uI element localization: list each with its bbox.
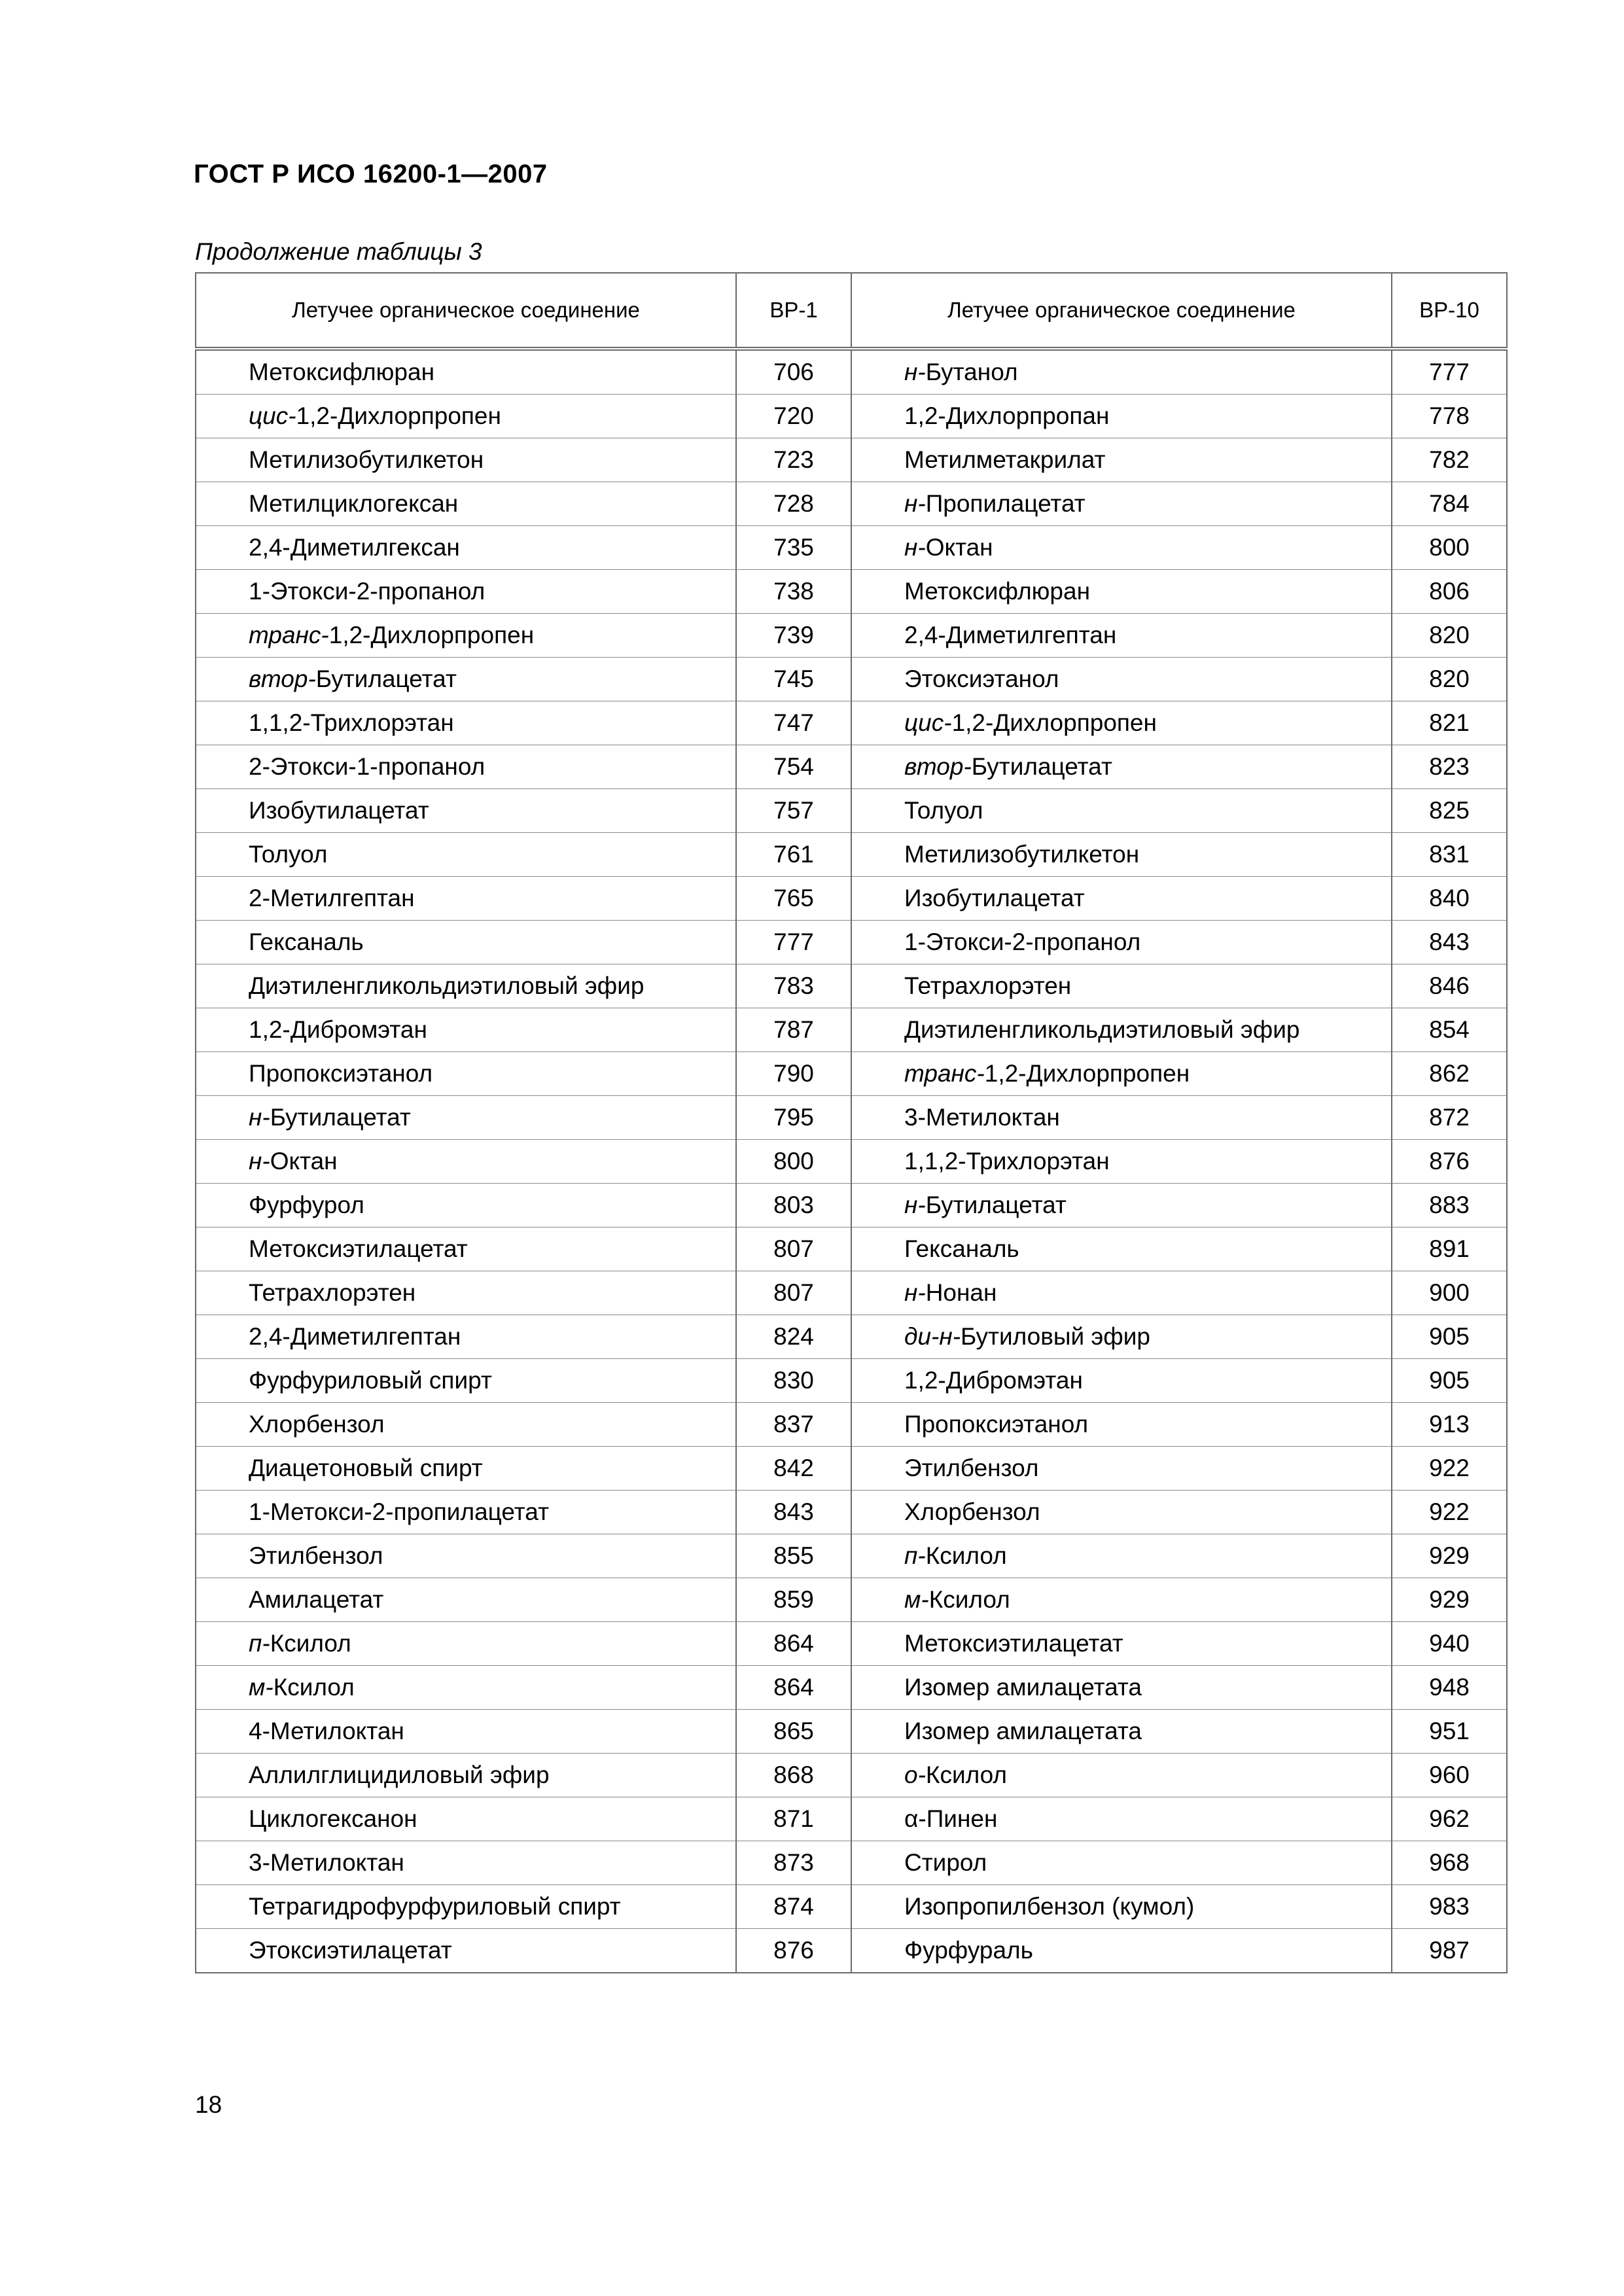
compound-label: 3-Метилоктан (249, 1849, 404, 1876)
compound-name-right (851, 1052, 1392, 1096)
compound-prefix: м- (904, 1586, 929, 1613)
compound-label: 1,2-Дибромэтан (904, 1367, 1083, 1394)
bp10-value: 862 (1392, 1052, 1507, 1096)
table-row (196, 614, 1507, 658)
bp10-value: 782 (1392, 438, 1507, 482)
compound-name-right (851, 1140, 1392, 1184)
compound-name-right (851, 1929, 1392, 1973)
compound-name-right (851, 789, 1392, 833)
table-row (196, 349, 1507, 395)
bp1-value: 720 (736, 395, 851, 438)
bp1-value: 855 (736, 1534, 851, 1578)
bp10-value: 913 (1392, 1403, 1507, 1447)
compound-label: Гексаналь (249, 928, 364, 955)
compound-name-right (851, 1227, 1392, 1271)
compound-label: 1,1,2-Трихлорэтан (249, 709, 454, 736)
compound-name-right (851, 1534, 1392, 1578)
compound-label: Хлорбензол (904, 1498, 1040, 1525)
compound-name-right (851, 438, 1392, 482)
compound-name-right (851, 877, 1392, 921)
compound-name-left (196, 1052, 736, 1096)
bp10-value: 922 (1392, 1447, 1507, 1491)
compound-label: 1,2-Дибромэтан (249, 1016, 427, 1043)
bp1-value: 824 (736, 1315, 851, 1359)
compound-name-left (196, 526, 736, 570)
compound-label: Метилциклогексан (249, 490, 459, 517)
compound-prefix: н- (249, 1148, 270, 1174)
bp10-value: 960 (1392, 1754, 1507, 1797)
bp1-value: 800 (736, 1140, 851, 1184)
compound-name-right (851, 1403, 1392, 1447)
bp1-value: 807 (736, 1227, 851, 1271)
bp10-value: 784 (1392, 482, 1507, 526)
table-row (196, 658, 1507, 701)
table-row (196, 1578, 1507, 1622)
table-row (196, 482, 1507, 526)
compound-name-right (851, 1359, 1392, 1403)
table-row (196, 1359, 1507, 1403)
compound-name-left (196, 1622, 736, 1666)
bp1-value: 723 (736, 438, 851, 482)
compound-label: Диацетоновый спирт (249, 1455, 483, 1481)
compound-label: 1,2-Дихлорпропан (904, 402, 1110, 429)
bp10-value: 905 (1392, 1315, 1507, 1359)
compound-label: α-Пинен (904, 1805, 998, 1832)
bp1-value: 873 (736, 1841, 851, 1885)
bp1-value: 868 (736, 1754, 851, 1797)
compound-name-right (851, 1184, 1392, 1227)
compound-label: Стирол (904, 1849, 987, 1876)
compound-label: Хлорбензол (249, 1411, 385, 1438)
table-row (196, 964, 1507, 1008)
compound-name-left (196, 1008, 736, 1052)
compound-label: Изомер амилацетата (904, 1718, 1142, 1744)
table-row (196, 877, 1507, 921)
compound-name-left (196, 1578, 736, 1622)
bp1-value: 803 (736, 1184, 851, 1227)
table-row (196, 395, 1507, 438)
table-row (196, 1534, 1507, 1578)
compound-prefix: о- (904, 1761, 926, 1788)
bp10-value: 840 (1392, 877, 1507, 921)
compound-name-right (851, 1622, 1392, 1666)
compound-name-left (196, 570, 736, 614)
compound-name-right (851, 833, 1392, 877)
table-row (196, 570, 1507, 614)
compound-name-left (196, 1797, 736, 1841)
compound-label: Тетрахлорэтен (904, 972, 1072, 999)
bp1-value: 783 (736, 964, 851, 1008)
document-title: ГОСТ Р ИСО 16200-1—2007 (194, 160, 548, 188)
compound-name-left (196, 1710, 736, 1754)
compound-label: Диэтиленгликольдиэтиловый эфир (249, 972, 644, 999)
bp1-value: 830 (736, 1359, 851, 1403)
compound-name-left (196, 1885, 736, 1929)
compound-prefix: ди-н- (904, 1323, 961, 1350)
table-row (196, 701, 1507, 745)
bp10-value: 846 (1392, 964, 1507, 1008)
bp1-value: 747 (736, 701, 851, 745)
compound-label: Нонан (925, 1279, 997, 1306)
compound-name-left (196, 964, 736, 1008)
compound-label: Бутиловый эфир (961, 1323, 1150, 1350)
compound-label: Изобутилацетат (904, 885, 1085, 911)
bp1-value: 871 (736, 1797, 851, 1841)
column-header-compound-left: Летучее органическое соединение (196, 273, 736, 349)
compound-name-right (851, 701, 1392, 745)
compound-label: 2-Этокси-1-пропанол (249, 753, 485, 780)
bp1-value: 765 (736, 877, 851, 921)
compound-prefix: цис- (249, 402, 296, 429)
compound-label: Циклогексанон (249, 1805, 417, 1832)
bp10-value: 825 (1392, 789, 1507, 833)
compound-label: Ксилол (273, 1674, 355, 1701)
compound-name-right (851, 1315, 1392, 1359)
bp10-value: 922 (1392, 1491, 1507, 1534)
compound-name-right (851, 526, 1392, 570)
table-row (196, 1885, 1507, 1929)
compound-label: Изобутилацетат (249, 797, 429, 824)
bp1-value: 757 (736, 789, 851, 833)
compound-label: Метоксифлюран (249, 359, 435, 385)
compound-name-left (196, 395, 736, 438)
table-row (196, 1710, 1507, 1754)
compound-name-right (851, 395, 1392, 438)
compound-label: 1,1,2-Трихлорэтан (904, 1148, 1110, 1174)
bp10-value: 929 (1392, 1534, 1507, 1578)
table-row (196, 833, 1507, 877)
compound-name-left (196, 1359, 736, 1403)
bp1-value: 728 (736, 482, 851, 526)
bp1-value: 843 (736, 1491, 851, 1534)
compound-prefix: н- (904, 490, 926, 517)
bp10-value: 820 (1392, 658, 1507, 701)
bp10-value: 905 (1392, 1359, 1507, 1403)
compound-name-right (851, 1841, 1392, 1885)
table-row (196, 438, 1507, 482)
table-row (196, 1622, 1507, 1666)
compound-label: Метилметакрилат (904, 446, 1106, 473)
compound-name-left (196, 1534, 736, 1578)
compound-name-left (196, 1096, 736, 1140)
bp1-value: 745 (736, 658, 851, 701)
table-row (196, 1666, 1507, 1710)
compound-prefix: н- (904, 1192, 926, 1218)
bp10-value: 987 (1392, 1929, 1507, 1973)
table-row (196, 1227, 1507, 1271)
table-row (196, 1929, 1507, 1973)
compound-name-right (851, 1271, 1392, 1315)
bp10-value: 778 (1392, 395, 1507, 438)
compound-name-left (196, 1140, 736, 1184)
compound-label: Бутилацетат (270, 1104, 411, 1131)
compound-label: 1,2-Дихлорпропен (296, 402, 501, 429)
table-row (196, 1841, 1507, 1885)
compound-name-right (851, 1008, 1392, 1052)
bp1-value: 738 (736, 570, 851, 614)
compound-label: Ксилол (925, 1542, 1007, 1569)
compound-name-left (196, 745, 736, 789)
table-row (196, 1184, 1507, 1227)
compound-label: 1-Этокси-2-пропанол (249, 578, 485, 605)
compound-name-left (196, 1929, 736, 1973)
bp1-value: 807 (736, 1271, 851, 1315)
bp10-value: 820 (1392, 614, 1507, 658)
compound-name-right (851, 570, 1392, 614)
compound-name-right (851, 658, 1392, 701)
compound-label: Толуол (249, 841, 328, 868)
bp10-value: 951 (1392, 1710, 1507, 1754)
compound-label: 4-Метилоктан (249, 1718, 404, 1744)
bp10-value: 900 (1392, 1271, 1507, 1315)
table-row (196, 745, 1507, 789)
bp1-value: 739 (736, 614, 851, 658)
compound-label: Толуол (904, 797, 983, 824)
compound-prefix: н- (904, 534, 926, 561)
table-row (196, 1008, 1507, 1052)
compound-name-left (196, 1403, 736, 1447)
column-header-compound-right: Летучее органическое соединение (851, 273, 1392, 349)
bp1-value: 706 (736, 349, 851, 395)
table-body (196, 349, 1507, 1973)
compound-label: Октан (270, 1148, 338, 1174)
table-row (196, 1447, 1507, 1491)
compound-label: 2,4-Диметилгептан (249, 1323, 461, 1350)
compound-label: Метоксиэтилацетат (249, 1235, 468, 1262)
compound-label: Бутилацетат (971, 753, 1112, 780)
compound-name-left (196, 1491, 736, 1534)
table-row (196, 1754, 1507, 1797)
compound-label: Этилбензол (904, 1455, 1039, 1481)
compound-name-right (851, 1710, 1392, 1754)
bp10-value: 821 (1392, 701, 1507, 745)
compound-label: 1,2-Дихлорпропен (328, 622, 535, 648)
compound-label: Ксилол (925, 1761, 1007, 1788)
table-header-row (196, 273, 1507, 349)
bp10-value: 948 (1392, 1666, 1507, 1710)
compound-name-left (196, 921, 736, 964)
table-row (196, 526, 1507, 570)
compound-name-right (851, 1754, 1392, 1797)
compound-label: 3-Метилоктан (904, 1104, 1060, 1131)
compound-name-right (851, 921, 1392, 964)
compound-name-left (196, 789, 736, 833)
column-header-bp1: ВР-1 (736, 273, 851, 349)
bp10-value: 854 (1392, 1008, 1507, 1052)
bp1-value: 865 (736, 1710, 851, 1754)
compound-label: 1,2-Дихлорпропен (951, 709, 1157, 736)
compound-label: Этилбензол (249, 1542, 383, 1569)
bp1-value: 754 (736, 745, 851, 789)
bp1-value: 777 (736, 921, 851, 964)
compound-prefix: транс- (249, 622, 329, 648)
bp10-value: 962 (1392, 1797, 1507, 1841)
bp10-value: 983 (1392, 1885, 1507, 1929)
compound-label: Этоксиэтанол (904, 665, 1059, 692)
table-row (196, 1403, 1507, 1447)
compound-name-left (196, 1447, 736, 1491)
compound-name-left (196, 877, 736, 921)
compound-prefix: цис- (904, 709, 952, 736)
compound-label: Фурфураль (904, 1937, 1033, 1964)
compound-prefix: п- (249, 1630, 270, 1657)
compound-name-left (196, 1754, 736, 1797)
bp10-value: 872 (1392, 1096, 1507, 1140)
compound-label: Изопропилбензол (кумол) (904, 1893, 1195, 1920)
compound-prefix: н- (904, 1279, 926, 1306)
bp1-value: 761 (736, 833, 851, 877)
table-row (196, 1140, 1507, 1184)
compound-label: 1-Метокси-2-пропилацетат (249, 1498, 550, 1525)
bp10-value: 777 (1392, 349, 1507, 395)
compound-prefix: втор- (904, 753, 972, 780)
compound-name-right (851, 745, 1392, 789)
compound-name-left (196, 1227, 736, 1271)
bp1-value: 787 (736, 1008, 851, 1052)
compound-name-right (851, 1885, 1392, 1929)
compound-label: Ксилол (270, 1630, 351, 1657)
compound-name-right (851, 349, 1392, 395)
compound-label: Этоксиэтилацетат (249, 1937, 452, 1964)
bp1-value: 837 (736, 1403, 851, 1447)
bp1-value: 790 (736, 1052, 851, 1096)
compound-label: Пропоксиэтанол (904, 1411, 1089, 1438)
compound-label: Изомер амилацетата (904, 1674, 1142, 1701)
compound-prefix: м- (249, 1674, 274, 1701)
bp1-value: 876 (736, 1929, 851, 1973)
compound-label: Метоксиэтилацетат (904, 1630, 1123, 1657)
compound-prefix: п- (904, 1542, 926, 1569)
bp1-value: 874 (736, 1885, 851, 1929)
bp1-value: 735 (736, 526, 851, 570)
compound-prefix: н- (904, 359, 926, 385)
table-caption: Продолжение таблицы 3 (195, 238, 482, 265)
compound-label: Метилизобутилкетон (904, 841, 1140, 868)
compound-name-right (851, 1447, 1392, 1491)
bp1-value: 864 (736, 1622, 851, 1666)
compound-name-right (851, 964, 1392, 1008)
bp10-value: 823 (1392, 745, 1507, 789)
bp10-value: 843 (1392, 921, 1507, 964)
compound-name-left (196, 482, 736, 526)
compound-label: Тетрахлорэтен (249, 1279, 416, 1306)
bp10-value: 929 (1392, 1578, 1507, 1622)
bp1-value: 795 (736, 1096, 851, 1140)
compound-label: Амилацетат (249, 1586, 384, 1613)
compound-name-left (196, 614, 736, 658)
compound-label: Фурфурол (249, 1192, 364, 1218)
compound-label: 1-Этокси-2-пропанол (904, 928, 1141, 955)
compound-label: Диэтиленгликольдиэтиловый эфир (904, 1016, 1300, 1043)
compound-name-left (196, 658, 736, 701)
bp10-value: 831 (1392, 833, 1507, 877)
compound-name-left (196, 701, 736, 745)
table-row (196, 1096, 1507, 1140)
compound-label: Фурфуриловый спирт (249, 1367, 492, 1394)
bp1-value: 864 (736, 1666, 851, 1710)
compound-label: 1,2-Дихлорпропен (984, 1060, 1190, 1087)
compound-label: Пропилацетат (925, 490, 1086, 517)
compound-name-left (196, 1184, 736, 1227)
table-row (196, 1315, 1507, 1359)
compound-name-right (851, 1096, 1392, 1140)
compound-name-right (851, 1491, 1392, 1534)
bp10-value: 891 (1392, 1227, 1507, 1271)
compound-name-left (196, 833, 736, 877)
table-row (196, 789, 1507, 833)
compound-name-right (851, 1666, 1392, 1710)
compound-label: 2-Метилгептан (249, 885, 415, 911)
bp1-value: 842 (736, 1447, 851, 1491)
compound-name-right (851, 614, 1392, 658)
compound-name-right (851, 482, 1392, 526)
compound-label: Тетрагидрофурфуриловый спирт (249, 1893, 621, 1920)
compound-label: Метилизобутилкетон (249, 446, 484, 473)
bp10-value: 806 (1392, 570, 1507, 614)
bp10-value: 876 (1392, 1140, 1507, 1184)
compound-label: Пропоксиэтанол (249, 1060, 433, 1087)
compound-label: Октан (925, 534, 993, 561)
table-row (196, 921, 1507, 964)
retention-index-table (195, 272, 1508, 1973)
bp10-value: 800 (1392, 526, 1507, 570)
compound-name-left (196, 349, 736, 395)
bp10-value: 968 (1392, 1841, 1507, 1885)
compound-name-left (196, 1271, 736, 1315)
column-header-bp10: ВР-10 (1392, 273, 1507, 349)
compound-label: Метоксифлюран (904, 578, 1091, 605)
compound-label: Бутилацетат (315, 665, 457, 692)
compound-prefix: транс- (904, 1060, 985, 1087)
table-row (196, 1271, 1507, 1315)
compound-prefix: втор- (249, 665, 316, 692)
table-row (196, 1491, 1507, 1534)
compound-name-left (196, 438, 736, 482)
compound-name-right (851, 1578, 1392, 1622)
compound-label: Бутилацетат (925, 1192, 1067, 1218)
compound-label: Аллилглицидиловый эфир (249, 1761, 550, 1788)
bp10-value: 883 (1392, 1184, 1507, 1227)
compound-name-right (851, 1797, 1392, 1841)
compound-name-left (196, 1841, 736, 1885)
table-row (196, 1052, 1507, 1096)
compound-label: Бутанол (925, 359, 1018, 385)
compound-prefix: н- (249, 1104, 270, 1131)
bp1-value: 859 (736, 1578, 851, 1622)
compound-name-left (196, 1315, 736, 1359)
compound-label: Гексаналь (904, 1235, 1019, 1262)
bp10-value: 940 (1392, 1622, 1507, 1666)
compound-label: Ксилол (928, 1586, 1010, 1613)
compound-name-left (196, 1666, 736, 1710)
compound-label: 2,4-Диметилгептан (904, 622, 1117, 648)
page-number: 18 (195, 2091, 222, 2118)
compound-label: 2,4-Диметилгексан (249, 534, 460, 561)
table-row (196, 1797, 1507, 1841)
